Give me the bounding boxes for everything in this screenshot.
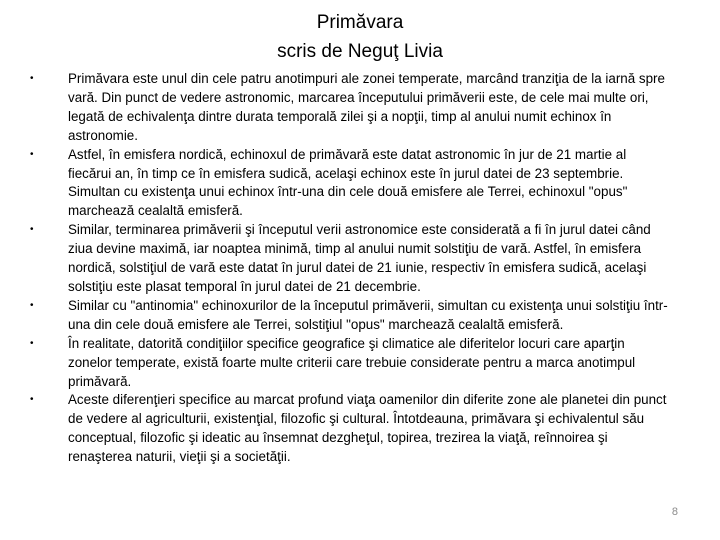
bullet-item bbox=[30, 335, 670, 392]
slide-number: 8 bbox=[671, 506, 678, 518]
bullet-item bbox=[30, 146, 670, 222]
title-line-1: Primăvara bbox=[316, 12, 404, 33]
slide-title bbox=[0, 8, 720, 66]
bullet-dot-icon: • bbox=[30, 73, 34, 84]
bullet-text: Similar, terminarea primăverii şi începutul verii astronomice este considerată a fi în jurul datei când ziua devine maximă, iar noaptea minimă, timp al anului numit solstiţiu de vară. Astfel, în emisfera nordică, solstiţiul de vară este datat în jurul datei de 21 iunie, respectiv în emisfera sudică, acelaşi solstiţiu este plasat temporal în jurul datei de 21 decembrie. bbox=[68, 222, 651, 294]
bullet-item bbox=[30, 221, 670, 297]
bullet-dot-icon: • bbox=[30, 224, 34, 236]
bullet-dot-icon: • bbox=[30, 299, 34, 311]
bullet-dot-icon: • bbox=[30, 148, 34, 160]
bullet-item bbox=[30, 297, 670, 335]
bullet-item bbox=[30, 391, 670, 467]
bullet-text: În realitate, datorită condiţiilor specifice geografice şi climatice ale diferitelor locuri care aparţin zonelor temperate, există foarte multe criterii care trebuie considerate pentru a marca anotimpul primăvară. bbox=[68, 335, 636, 389]
title-line-2: scris de Neguţ Livia bbox=[277, 41, 443, 62]
bullet-dot-icon: • bbox=[30, 337, 34, 349]
bullet-text: Primăvara este unul din cele patru anotimpuri ale zonei temperate, marcând tranziţia de la iarnă spre vară. Din punct de vedere astronomic, marcarea începutului primăverii este, de cele mai multe ori, legată de echivalenţa dintre durata temporală zilei şi a nopţii, timp al anului numit echinox în astronomie. bbox=[68, 71, 665, 143]
bullet-text: Aceste diferenţieri specifice au marcat profund viaţa oamenilor din diferite zone ale planetei din punct de vedere al agriculturii, existenţial, filozofic şi cultural. Întotdeauna, primăvara şi echivalentul său conceptual, filozofic şi ideatic au însemnat dezgheţul, topirea, trezirea la viaţă, reînnoirea şi renaşterea naturii, vieţii şi a societăţii. bbox=[68, 392, 667, 465]
bullet-item bbox=[30, 70, 670, 146]
bullet-list bbox=[30, 70, 670, 467]
bullet-dot-icon: • bbox=[30, 394, 34, 406]
bullet-text: Astfel, în emisfera nordică, echinoxul de primăvară este datat astronomic în jur de 21 martie al fiecărui an, în timp ce în emisfera sudică, acelaşi echinox este în jurul datei de 23 septembrie. Simultan cu existenţa unui echinox într-una din cele două emisfere ale Terrei, echinoxul "opus" marchează cealaltă emisferă. bbox=[68, 146, 628, 219]
bullet-text: Similar cu "antinomia" echinoxurilor de la începutul primăverii, simultan cu existenţa unui solstiţiu într-una din cele două emisfere ale Terrei, solstiţiul "opus" marchează cealaltă emisferă. bbox=[68, 297, 668, 332]
